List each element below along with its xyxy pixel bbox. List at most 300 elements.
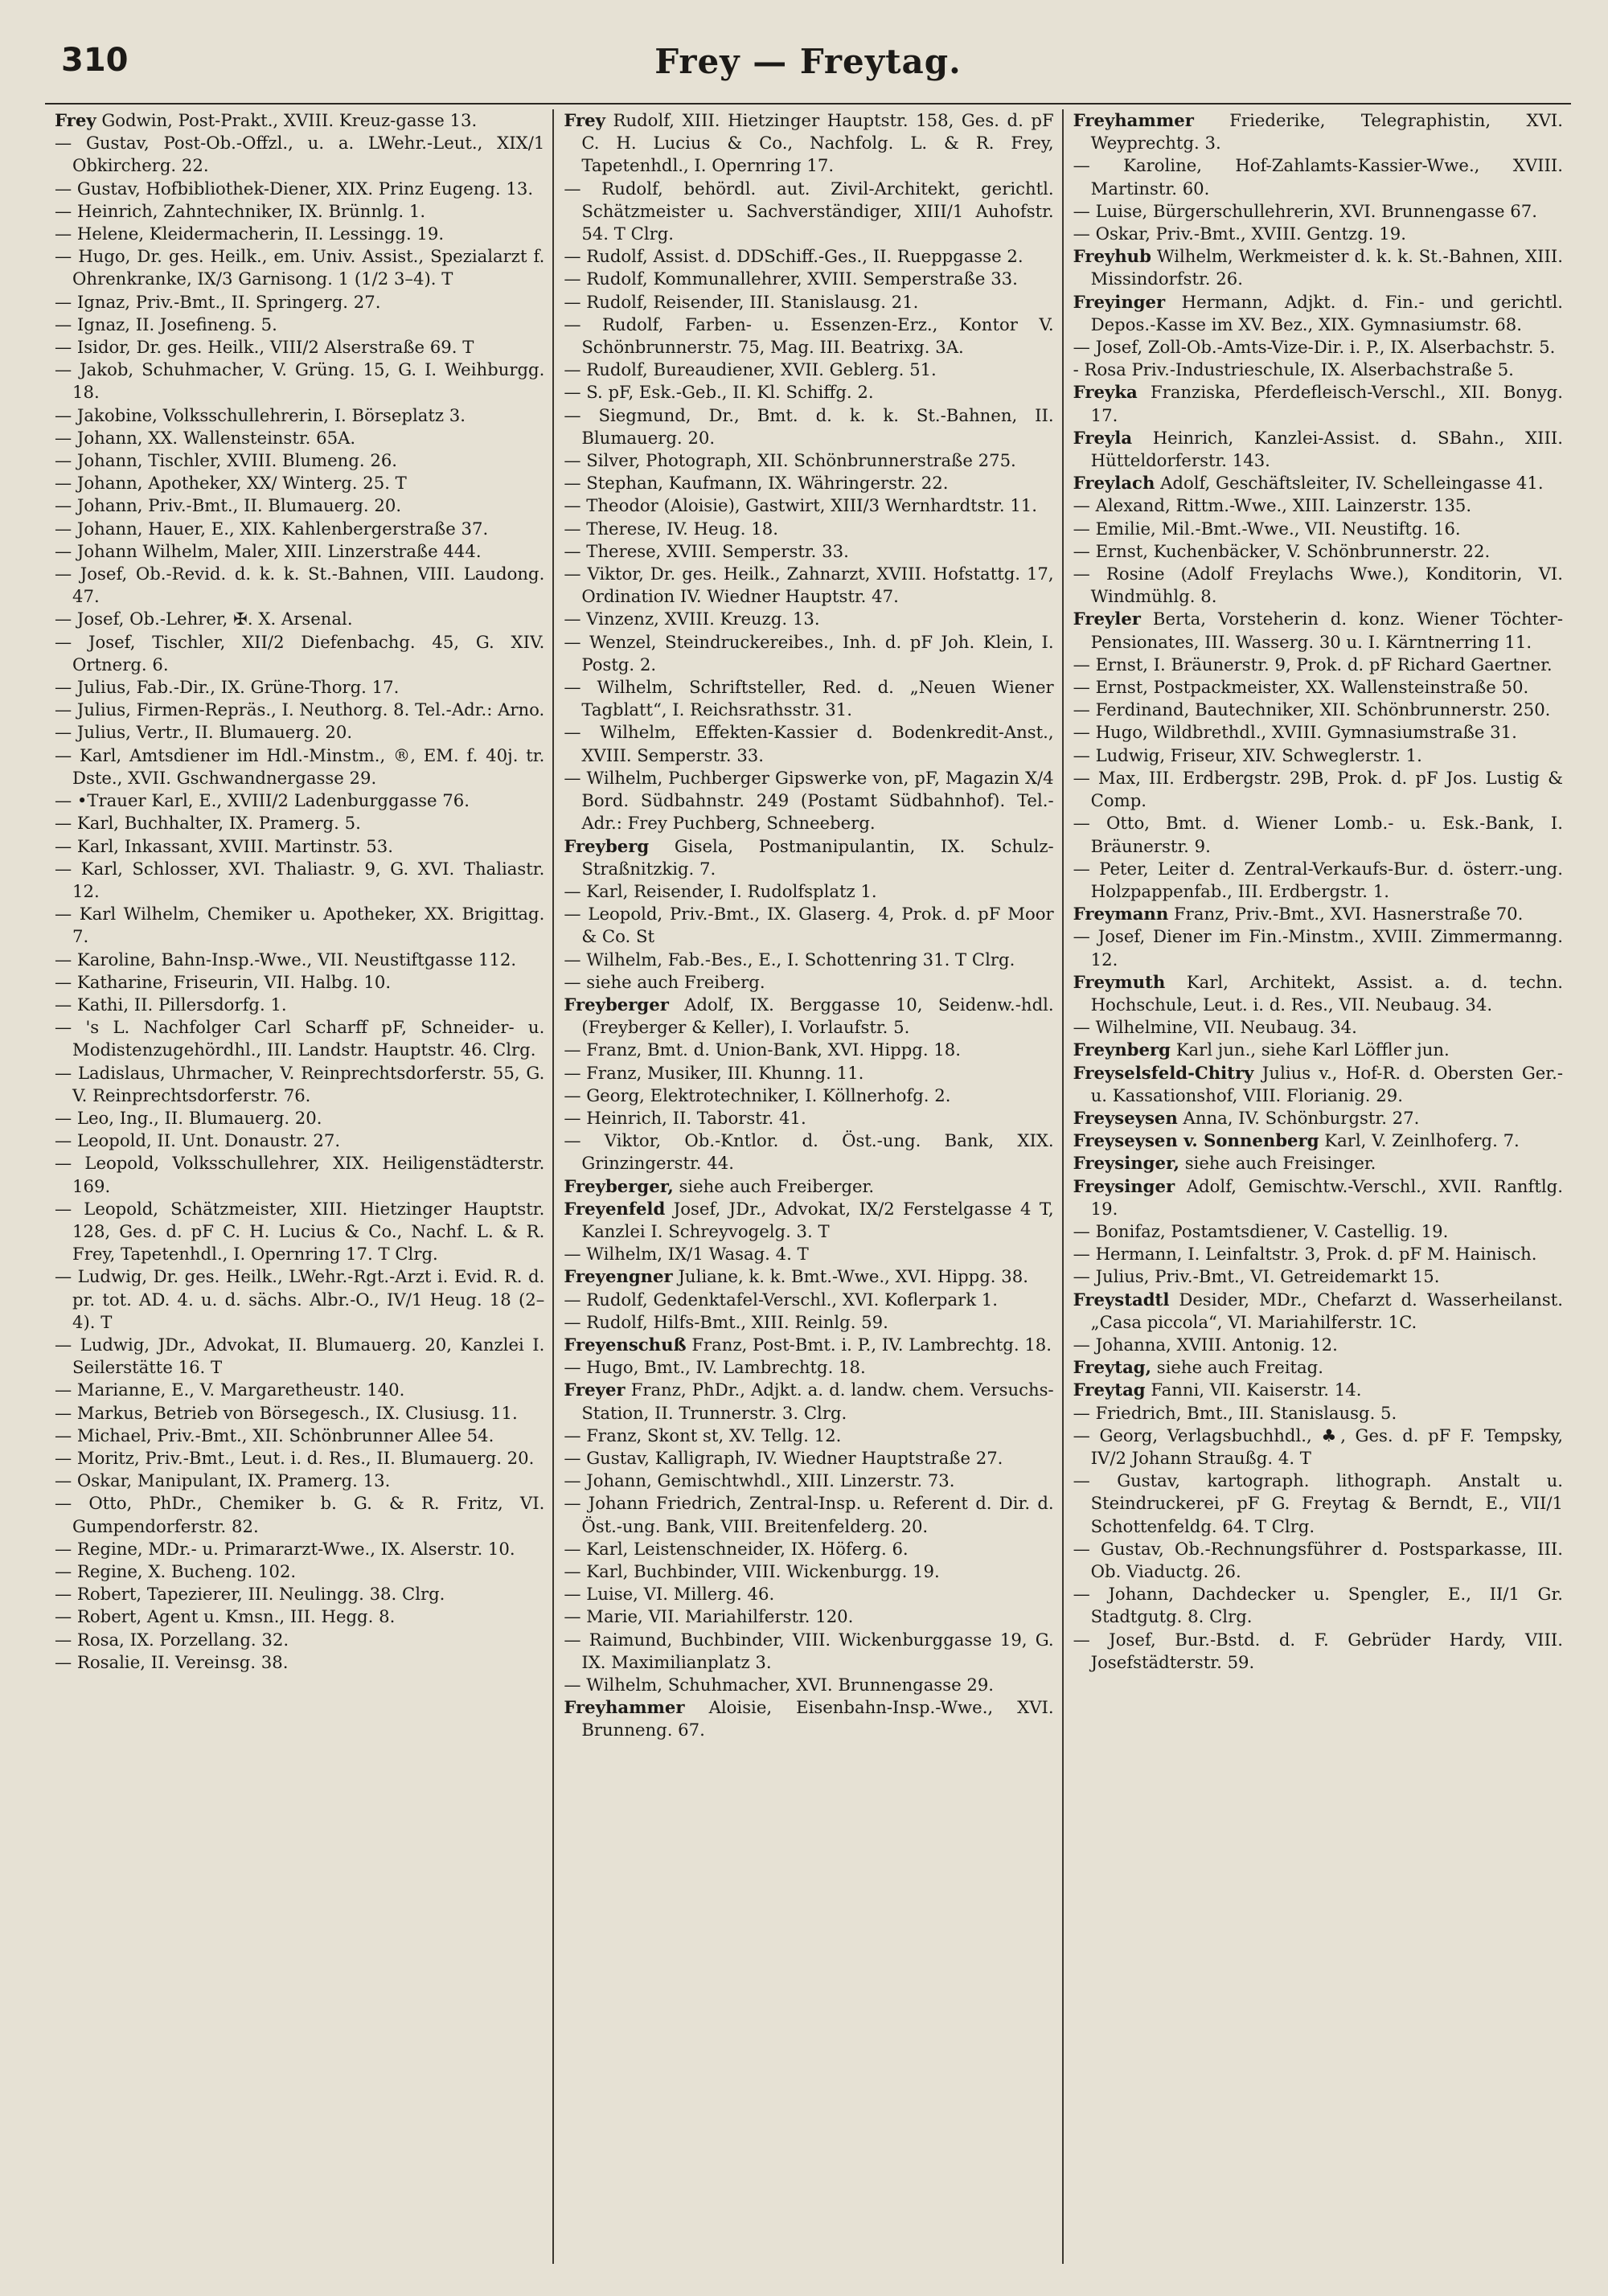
directory-entry bbox=[1073, 154, 1563, 199]
directory-entry bbox=[55, 109, 544, 132]
directory-entry bbox=[55, 1425, 544, 1447]
directory-entry bbox=[55, 178, 544, 200]
entry-text: Godwin, Post-Prakt., XVIII. Kreuz-gasse 13. bbox=[96, 110, 478, 130]
entry-text: — Johann, Dachdecker u. Spengler, E., II/1 Gr. Stadtgutg. 8. Clrg. bbox=[1073, 1584, 1563, 1627]
entry-text: — Raimund, Buchbinder, VIII. Wickenburggasse 19, G. IX. Maximilianplatz 3. bbox=[564, 1629, 1054, 1672]
directory-entry bbox=[564, 676, 1053, 721]
entry-text: Berta, Vorsteherin d. konz. Wiener Töchter-Pensionates, III. Wasserg. 30 u. I. Kärntnerring 11. bbox=[1090, 609, 1563, 652]
entry-text: — S. pF, Esk.-Geb., II. Kl. Schiffg. 2. bbox=[564, 382, 874, 403]
entry-text: — Ferdinand, Bautechniker, XII. Schönbrunnerstr. 250. bbox=[1073, 699, 1551, 720]
directory-entry bbox=[564, 1583, 1053, 1605]
entry-text: — Ernst, Postpackmeister, XX. Wallensteinstraße 50. bbox=[1073, 677, 1529, 698]
entry-text: — Siegmund, Dr., Bmt. d. k. k. St.-Bahnen, II. Blumauerg. 20. bbox=[564, 404, 1054, 448]
entry-text: — Leo, Ing., II. Blumauerg. 20. bbox=[55, 1107, 322, 1128]
directory-entry bbox=[564, 472, 1053, 494]
directory-entry bbox=[1073, 1107, 1563, 1130]
entry-text: — Peter, Leiter d. Zentral-Verkaufs-Bur. d. österr.-ung. Holzpappenfab., III. Erdbergstr. 1. bbox=[1073, 858, 1563, 901]
entry-text: — Gustav, Post-Ob.-Offzl., u. a. LWehr.-Leut., XIX/1 Obkircherg. 22. bbox=[55, 133, 545, 176]
directory-entry bbox=[1073, 1243, 1563, 1265]
entry-text: — Viktor, Dr. ges. Heilk., Zahnarzt, XVIII. Hofstattg. 17, Ordination IV. Wiedner Hauptstr. 47. bbox=[564, 564, 1054, 607]
directory-entry bbox=[55, 449, 544, 472]
directory-entry bbox=[1073, 472, 1563, 494]
directory-entry bbox=[1073, 200, 1563, 223]
directory-entry bbox=[1073, 903, 1563, 925]
column-1 bbox=[45, 109, 552, 2264]
page-header bbox=[45, 35, 1571, 105]
entry-text: — Gustav, Hofbibliothek-Diener, XIX. Prinz Eugeng. 13. bbox=[55, 178, 534, 199]
entry-surname: Freymann bbox=[1073, 904, 1169, 925]
entry-text: — Robert, Tapezierer, III. Neulingg. 38. Clrg. bbox=[55, 1584, 445, 1605]
directory-entry bbox=[55, 676, 544, 699]
directory-entry bbox=[1073, 971, 1563, 1016]
entry-text: Karl, V. Zeinlhoferg. 7. bbox=[1319, 1130, 1520, 1151]
entry-text: — Hugo, Bmt., IV. Lambrechtg. 18. bbox=[564, 1357, 866, 1378]
entry-text: — Otto, PhDr., Chemiker b. G. & R. Fritz, VI. Gumpendorferstr. 82. bbox=[55, 1493, 545, 1536]
entry-text: — Max, III. Erdbergstr. 29B, Prok. d. pF Jos. Lustig & Comp. bbox=[1073, 767, 1563, 811]
entry-text: — Rudolf, Farben- u. Essenzen-Erz., Kontor V. Schönbrunnerstr. 75, Mag. III. Beatrixg. 3A. bbox=[564, 314, 1054, 358]
directory-entry bbox=[55, 1560, 544, 1583]
entry-text: — Johann Friedrich, Zentral-Insp. u. Referent d. Dir. d. Öst.-ung. Bank, VIII. Breitenfelderg. 20. bbox=[564, 1493, 1054, 1536]
directory-entry bbox=[55, 472, 544, 494]
entry-text: Fanni, VII. Kaiserstr. 14. bbox=[1145, 1380, 1362, 1400]
entry-text: — Karoline, Hof-Zahlamts-Kassier-Wwe., XVIII. Martinstr. 60. bbox=[1073, 155, 1563, 199]
columns bbox=[45, 109, 1571, 2264]
entry-text: — Julius, Priv.-Bmt., VI. Getreidemarkt 15. bbox=[1073, 1266, 1440, 1287]
directory-entry bbox=[55, 1583, 544, 1605]
entry-text: — Ladislaus, Uhrmacher, V. Reinprechtsdorferstr. 55, G. V. Reinprechtsdorferstr. 76. bbox=[55, 1062, 545, 1105]
entry-text: — 's L. Nachfolger Carl Scharff pF, Schneider- u. Modistenzugehördhl., III. Landstr. Hauptstr. 46. Clrg. bbox=[55, 1017, 545, 1060]
directory-entry bbox=[1073, 676, 1563, 699]
entry-text: — Leopold, Schätzmeister, XIII. Hietzinger Hauptstr. 128, Ges. d. pF C. H. Lucius & Co., Nachf. L. & R. Frey, Tapetenhdl., I. Opernring 17. T Clrg. bbox=[55, 1198, 545, 1265]
directory-entry bbox=[55, 744, 544, 789]
entry-text: — Michael, Priv.-Bmt., XII. Schönbrunner Allee 54. bbox=[55, 1425, 494, 1445]
directory-entry bbox=[564, 631, 1053, 676]
entry-surname: Freyberger bbox=[564, 994, 669, 1015]
entry-text: — Julius, Firmen-Repräs., I. Neuthorg. 8. Tel.-Adr.: Arno. bbox=[55, 699, 545, 720]
directory-entry bbox=[55, 245, 544, 290]
entry-text: — Josef, Tischler, XII/2 Diefenbachg. 45, G. XIV. Ortnerg. 6. bbox=[55, 631, 545, 674]
directory-entry bbox=[55, 812, 544, 834]
entry-text: — Gustav, Ob.-Rechnungsführer d. Postsparkasse, III. Ob. Viaductg. 26. bbox=[1073, 1538, 1563, 1581]
entry-text: siehe auch Freiberger. bbox=[673, 1175, 875, 1196]
directory-entry bbox=[55, 971, 544, 994]
entry-text: — Heinrich, II. Taborstr. 41. bbox=[564, 1107, 806, 1128]
directory-entry bbox=[1073, 381, 1563, 426]
entry-text: — Luise, VI. Millerg. 46. bbox=[564, 1584, 775, 1605]
directory-entry bbox=[564, 449, 1053, 472]
directory-entry bbox=[564, 1696, 1053, 1741]
entry-text: — Leopold, II. Unt. Donaustr. 27. bbox=[55, 1130, 341, 1151]
entry-text: — Rudolf, Gedenktafel-Verschl., XVI. Koflerpark 1. bbox=[564, 1289, 999, 1310]
directory-entry bbox=[564, 1674, 1053, 1696]
entry-text: Franz, PhDr., Adjkt. a. d. landw. chem. Versuchs-Station, II. Trunnerstr. 3. Clrg. bbox=[581, 1380, 1054, 1423]
directory-entry bbox=[564, 1107, 1053, 1130]
entry-text: — Johann, Priv.-Bmt., II. Blumauerg. 20. bbox=[55, 495, 402, 516]
directory-entry bbox=[564, 1311, 1053, 1334]
entry-text: Friederike, Telegraphistin, XVI. Weyprechtg. 3. bbox=[1090, 110, 1563, 154]
entry-text: — Wenzel, Steindruckereibes., Inh. d. pF Joh. Klein, I. Postg. 2. bbox=[564, 631, 1054, 674]
entry-text: Adolf, IX. Berggasse 10, Seidenw.-hdl. (Freyberger & Keller), I. Vorlaufstr. 5. bbox=[581, 994, 1054, 1038]
directory-entry bbox=[1073, 291, 1563, 336]
entry-text: — Karl, Buchhalter, IX. Pramerg. 5. bbox=[55, 813, 361, 834]
entry-text: Hermann, Adjkt. d. Fin.- und gerichtl. Depos.-Kasse im XV. Bez., XIX. Gymnasiumstr. 68. bbox=[1090, 291, 1563, 334]
directory-entry bbox=[564, 1379, 1053, 1424]
entry-text: — Stephan, Kaufmann, IX. Währingerstr. 22. bbox=[564, 473, 949, 494]
column-2 bbox=[552, 109, 1061, 2264]
directory-entry bbox=[1073, 744, 1563, 767]
directory-entry bbox=[564, 1198, 1053, 1243]
entry-text: — Josef, Diener im Fin.-Minstm., XVIII. Zimmermanng. 12. bbox=[1073, 926, 1563, 970]
directory-entry bbox=[55, 699, 544, 721]
directory-entry bbox=[564, 268, 1053, 290]
directory-entry bbox=[1073, 812, 1563, 857]
entry-text: — siehe auch Freiberg. bbox=[564, 971, 765, 992]
entry-text: — Karl, Buchbinder, VIII. Wickenburgg. 19. bbox=[564, 1561, 940, 1581]
directory-entry bbox=[55, 1062, 544, 1107]
page-number: 310 bbox=[61, 42, 129, 79]
entry-text: Adolf, Geschäftsleiter, IV. Schelleingasse 41. bbox=[1155, 473, 1544, 494]
directory-entry bbox=[564, 971, 1053, 994]
entry-text: — Wilhelmine, VII. Neubaug. 34. bbox=[1073, 1017, 1357, 1038]
entry-text: — Karl, Schlosser, XVI. Thaliastr. 9, G. XVI. Thaliastr. 12. bbox=[55, 858, 545, 901]
entry-surname: Freytag bbox=[1073, 1380, 1146, 1400]
entry-text: — Jakob, Schuhmacher, V. Grüng. 15, G. I. Weihburgg. 18. bbox=[55, 359, 545, 403]
entry-text: — Johann, XX. Wallensteinstr. 65A. bbox=[55, 427, 356, 448]
entry-text: — Karoline, Bahn-Insp.-Wwe., VII. Neustiftgasse 112. bbox=[55, 949, 517, 970]
directory-entry bbox=[55, 1198, 544, 1266]
entry-surname: Freyhub bbox=[1073, 246, 1151, 267]
directory-entry bbox=[564, 1470, 1053, 1492]
directory-entry bbox=[564, 109, 1053, 178]
directory-entry bbox=[1073, 1289, 1563, 1334]
directory-entry bbox=[55, 518, 544, 540]
directory-entry bbox=[55, 314, 544, 336]
entry-surname: Freyseysen v. Sonnenberg bbox=[1073, 1130, 1319, 1151]
entry-text: Franziska, Pferdefleisch-Verschl., XII. Bonyg. 17. bbox=[1090, 382, 1563, 425]
directory-entry bbox=[564, 1062, 1053, 1084]
directory-entry bbox=[1073, 109, 1563, 154]
entry-text: — Karl Wilhelm, Chemiker u. Apotheker, XX. Brigittag. 7. bbox=[55, 904, 545, 947]
entry-text: Karl, Architekt, Assist. a. d. techn. Hochschule, Leut. i. d. Res., VII. Neubaug. 34. bbox=[1090, 971, 1563, 1015]
entry-text: — Therese, IV. Heug. 18. bbox=[564, 518, 778, 539]
directory-entry bbox=[564, 1425, 1053, 1447]
entry-text: — Josef, Bur.-Bstd. d. F. Gebrüder Hardy, VIII. Josefstädterstr. 59. bbox=[1073, 1629, 1563, 1672]
entry-surname: Freyla bbox=[1073, 427, 1133, 448]
directory-entry bbox=[564, 1356, 1053, 1379]
directory-entry bbox=[1073, 1016, 1563, 1039]
entry-surname: Freyler bbox=[1073, 609, 1141, 629]
entry-text: — Kathi, II. Pillersdorfg. 1. bbox=[55, 994, 287, 1015]
entry-text: — Regine, X. Bucheng. 102. bbox=[55, 1561, 297, 1581]
entry-text: — Gustav, Kalligraph, IV. Wiedner Hauptstraße 27. bbox=[564, 1447, 1003, 1468]
directory-entry bbox=[55, 1538, 544, 1560]
entry-text: — Katharine, Friseurin, VII. Halbg. 10. bbox=[55, 971, 392, 992]
entry-text: — Therese, XVIII. Semperstr. 33. bbox=[564, 540, 849, 561]
entry-text: Adolf, Gemischtw.-Verschl., XVII. Ranftlg. 19. bbox=[1090, 1175, 1563, 1219]
directory-entry bbox=[1073, 925, 1563, 970]
entry-text: — Ignaz, II. Josefineng. 5. bbox=[55, 314, 277, 334]
entry-text: — Rosalie, II. Vereinsg. 38. bbox=[55, 1651, 289, 1672]
directory-entry bbox=[55, 835, 544, 858]
entry-surname: Freyhammer bbox=[1073, 110, 1194, 130]
entry-text: Karl jun., siehe Karl Löffler jun. bbox=[1170, 1039, 1450, 1060]
directory-entry bbox=[55, 1629, 544, 1651]
entry-text: Franz, Priv.-Bmt., XVI. Hasnerstraße 70. bbox=[1168, 904, 1524, 925]
directory-entry bbox=[1073, 1062, 1563, 1107]
directory-entry bbox=[564, 178, 1053, 246]
entry-text: — Wilhelm, Schriftsteller, Red. d. „Neuen Wiener Tagblatt“, I. Reichsrathsstr. 31. bbox=[564, 677, 1054, 720]
running-head: Frey — Freytag. bbox=[654, 42, 962, 81]
directory-entry bbox=[55, 132, 544, 177]
entry-text: — Alexand, Rittm.-Wwe., XIII. Lainzerstr. 135. bbox=[1073, 495, 1472, 516]
entry-text: — Johann Wilhelm, Maler, XIII. Linzerstraße 444. bbox=[55, 540, 482, 561]
directory-entry bbox=[1073, 858, 1563, 903]
directory-entry bbox=[1073, 699, 1563, 721]
directory-entry bbox=[55, 903, 544, 948]
directory-entry bbox=[564, 1334, 1053, 1356]
entry-surname: Freyenfeld bbox=[564, 1198, 666, 1219]
directory-entry bbox=[55, 1016, 544, 1061]
directory-entry bbox=[564, 1447, 1053, 1470]
entry-text: — Hugo, Dr. ges. Heilk., em. Univ. Assist., Spezialarzt f. Ohrenkranke, IX/3 Garnisong. 1 (1/2 3–4). T bbox=[55, 246, 545, 289]
entry-text: — Marianne, E., V. Margaretheustr. 140. bbox=[55, 1380, 405, 1400]
directory-entry bbox=[55, 1447, 544, 1470]
entry-text: — Franz, Musiker, III. Khunng. 11. bbox=[564, 1062, 864, 1083]
directory-entry bbox=[1073, 1130, 1563, 1152]
directory-entry bbox=[1073, 518, 1563, 540]
entry-text: — Gustav, kartograph. lithograph. Anstalt u. Steindruckerei, pF G. Freytag & Berndt, E., VII/1 Schottenfeldg. 64. T Clrg. bbox=[1073, 1470, 1563, 1536]
entry-text: — Karl, Inkassant, XVIII. Martinstr. 53. bbox=[55, 835, 393, 856]
directory-entry bbox=[564, 835, 1053, 880]
entry-text: — Vinzenz, XVIII. Kreuzg. 13. bbox=[564, 609, 820, 629]
entry-text: — Theodor (Aloisie), Gastwirt, XIII/3 Wernhardtstr. 11. bbox=[564, 495, 1038, 516]
directory-entry bbox=[55, 540, 544, 563]
entry-text: — Rudolf, Bureaudiener, XVII. Geblerg. 51. bbox=[564, 359, 937, 380]
directory-entry bbox=[564, 1492, 1053, 1537]
entry-text: — Rudolf, Assist. d. DDSchiff.-Ges., II. Rueppgasse 2. bbox=[564, 246, 1023, 267]
entry-text: — Oskar, Manipulant, IX. Pramerg. 13. bbox=[55, 1470, 391, 1491]
entry-text: — Leopold, Priv.-Bmt., IX. Glaserg. 4, Prok. d. pF Moor & Co. St bbox=[564, 904, 1054, 947]
entry-text: — Regine, MDr.- u. Primararzt-Wwe., IX. Alserstr. 10. bbox=[55, 1538, 515, 1559]
entry-text: — Leopold, Volksschullehrer, XIX. Heiligenstädterstr. 169. bbox=[55, 1153, 545, 1196]
directory-entry bbox=[564, 1538, 1053, 1560]
directory-entry bbox=[564, 1629, 1053, 1674]
entry-text: Heinrich, Kanzlei-Assist. d. SBahn., XIII. Hütteldorferstr. 143. bbox=[1090, 427, 1563, 471]
entry-text: — Oskar, Priv.-Bmt., XVIII. Gentzg. 19. bbox=[1073, 223, 1406, 244]
entry-text: — Markus, Betrieb von Börsegesch., IX. Clusiusg. 11. bbox=[55, 1402, 518, 1423]
entry-text: — Ludwig, JDr., Advokat, II. Blumauerg. 20, Kanzlei I. Seilerstätte 16. T bbox=[55, 1334, 545, 1378]
entry-surname: Freyseysen bbox=[1073, 1107, 1178, 1128]
entry-text: — Wilhelm, Puchberger Gipswerke von, pF, Magazin X/4 Bord. Südbahnstr. 249 (Postamt Südbahnhof). Tel.-Adr.: Frey Puchberg, Schneeberg. bbox=[564, 767, 1054, 834]
entry-text: — Johann, Gemischtwhdl., XIII. Linzerstr. 73. bbox=[564, 1470, 955, 1491]
directory-entry bbox=[55, 291, 544, 314]
entry-text: — Ernst, I. Bräunerstr. 9, Prok. d. pF Richard Gaertner. bbox=[1073, 654, 1553, 674]
entry-surname: Frey bbox=[55, 110, 96, 130]
entry-text: — Ludwig, Friseur, XIV. Schweglerstr. 1. bbox=[1073, 744, 1422, 765]
entry-text: Juliane, k. k. Bmt.-Wwe., XVI. Hippg. 38. bbox=[672, 1266, 1028, 1287]
directory-entry bbox=[55, 1107, 544, 1130]
directory-entry bbox=[55, 1402, 544, 1425]
directory-entry bbox=[564, 994, 1053, 1039]
directory-entry bbox=[55, 858, 544, 903]
directory-entry bbox=[564, 608, 1053, 630]
entry-text: — Silver, Photograph, XII. Schönbrunnerstraße 275. bbox=[564, 450, 1016, 471]
entry-text: Josef, JDr., Advokat, IX/2 Ferstelgasse 4 T, Kanzlei I. Schreyvogelg. 3. T bbox=[581, 1198, 1054, 1241]
entry-text: — Luise, Bürgerschullehrerin, XVI. Brunnengasse 67. bbox=[1073, 200, 1537, 221]
directory-entry bbox=[1073, 654, 1563, 676]
directory-entry bbox=[564, 1175, 1053, 1198]
directory-entry bbox=[1073, 1538, 1563, 1583]
directory-entry bbox=[1073, 1334, 1563, 1356]
entry-text: — Robert, Agent u. Kmsn., III. Hegg. 8. bbox=[55, 1606, 396, 1627]
directory-entry bbox=[564, 381, 1053, 404]
entry-text: - Rosa Priv.-Industrieschule, IX. Alserbachstraße 5. bbox=[1073, 359, 1514, 380]
directory-entry bbox=[1073, 336, 1563, 359]
column-3 bbox=[1062, 109, 1571, 2264]
entry-surname: Freysinger, bbox=[1073, 1153, 1179, 1174]
directory-entry bbox=[564, 314, 1053, 359]
entry-text: Wilhelm, Werkmeister d. k. k. St.-Bahnen, XIII. Missindorfstr. 26. bbox=[1090, 246, 1563, 289]
entry-text: — Josef, Ob.-Revid. d. k. k. St.-Bahnen, VIII. Laudong. 47. bbox=[55, 564, 545, 607]
entry-text: — Rosa, IX. Porzellang. 32. bbox=[55, 1629, 289, 1650]
directory-entry bbox=[564, 291, 1053, 314]
entry-text: Desider, MDr., Chefarzt d. Wasserheilanst. „Casa piccola“, VI. Mariahilferstr. 1C. bbox=[1090, 1289, 1563, 1332]
entry-text: Anna, IV. Schönburgstr. 27. bbox=[1177, 1107, 1420, 1128]
entry-text: — Johann, Tischler, XVIII. Blumeng. 26. bbox=[55, 450, 398, 471]
entry-surname: Freymuth bbox=[1073, 971, 1166, 992]
entry-text: Gisela, Postmanipulantin, IX. Schulz-Straßnitzkig. 7. bbox=[581, 835, 1054, 879]
entry-surname: Freyselsfeld-Chitry bbox=[1073, 1062, 1254, 1083]
directory-entry bbox=[1073, 1356, 1563, 1379]
directory-entry bbox=[1073, 1265, 1563, 1288]
entry-text: — Julius, Vertr., II. Blumauerg. 20. bbox=[55, 722, 353, 743]
directory-entry bbox=[1073, 1629, 1563, 1674]
directory-entry bbox=[55, 1651, 544, 1674]
entry-surname: Freytag, bbox=[1073, 1357, 1151, 1378]
entry-text: Franz, Post-Bmt. i. P., IV. Lambrechtg. 18. bbox=[686, 1334, 1052, 1355]
directory-entry bbox=[1073, 721, 1563, 744]
directory-entry bbox=[564, 518, 1053, 540]
directory-entry bbox=[1073, 1583, 1563, 1628]
directory-entry bbox=[55, 994, 544, 1016]
entry-text: — Jakobine, Volksschullehrerin, I. Börseplatz 3. bbox=[55, 404, 466, 425]
entry-surname: Freyengner bbox=[564, 1266, 673, 1287]
entry-text: — Rudolf, Reisender, III. Stanislausg. 21. bbox=[564, 291, 919, 312]
directory-entry bbox=[55, 1492, 544, 1537]
directory-entry bbox=[564, 1265, 1053, 1288]
directory-entry bbox=[55, 494, 544, 517]
entry-surname: Freynberg bbox=[1073, 1039, 1171, 1060]
directory-entry bbox=[55, 789, 544, 812]
directory-entry bbox=[564, 949, 1053, 971]
entry-surname: Freyinger bbox=[1073, 291, 1166, 312]
directory-entry bbox=[1073, 1152, 1563, 1175]
directory-entry bbox=[564, 721, 1053, 766]
directory-entry bbox=[564, 1243, 1053, 1265]
directory-entry bbox=[564, 404, 1053, 449]
directory-entry bbox=[55, 1470, 544, 1492]
entry-surname: Freyer bbox=[564, 1380, 626, 1400]
directory-entry bbox=[564, 1289, 1053, 1311]
entry-text: — Rudolf, Kommunallehrer, XVIII. Semperstraße 33. bbox=[564, 269, 1018, 289]
directory-entry bbox=[564, 245, 1053, 268]
entry-surname: Freyberg bbox=[564, 835, 650, 856]
entry-text: — Viktor, Ob.-Kntlor. d. Öst.-ung. Bank, XIX. Grinzingerstr. 44. bbox=[564, 1130, 1054, 1174]
entry-text: — Hugo, Wildbrethdl., XVIII. Gymnasiumstraße 31. bbox=[1073, 722, 1517, 743]
entry-text: — Ignaz, Priv.-Bmt., II. Springerg. 27. bbox=[55, 291, 381, 312]
entry-text: — Ludwig, Dr. ges. Heilk., LWehr.-Rgt.-Arzt i. Evid. R. d. pr. tot. AD. 4. u. d. sächs. Albr.-O., IV/1 Heug. 18 (2–4). T bbox=[55, 1266, 545, 1332]
directory-entry bbox=[1073, 1039, 1563, 1061]
directory-entry bbox=[1073, 540, 1563, 563]
directory-entry bbox=[1073, 494, 1563, 517]
directory-entry bbox=[55, 427, 544, 449]
entry-text: — Georg, Elektrotechniker, I. Köllnerhofg. 2. bbox=[564, 1084, 951, 1105]
directory-entry bbox=[564, 767, 1053, 835]
entry-text: — Johann, Apotheker, XX/ Winterg. 25. T bbox=[55, 473, 407, 494]
directory-entry bbox=[564, 1560, 1053, 1583]
directory-entry bbox=[564, 1130, 1053, 1175]
entry-text: — Emilie, Mil.-Bmt.-Wwe., VII. Neustiftg. 16. bbox=[1073, 518, 1461, 539]
directory-entry bbox=[55, 721, 544, 744]
directory-entry bbox=[1073, 1425, 1563, 1470]
directory-entry bbox=[55, 1334, 544, 1379]
directory-entry bbox=[1073, 1175, 1563, 1220]
entry-text: — Wilhelm, Schuhmacher, XVI. Brunnengasse 29. bbox=[564, 1675, 995, 1695]
entry-text: siehe auch Freisinger. bbox=[1179, 1153, 1376, 1174]
entry-text: Aloisie, Eisenbahn-Insp.-Wwe., XVI. Brunneng. 67. bbox=[581, 1697, 1054, 1740]
entry-text: — Johanna, XVIII. Antonig. 12. bbox=[1073, 1334, 1338, 1355]
directory-entry bbox=[1073, 1402, 1563, 1425]
entry-text: siehe auch Freitag. bbox=[1151, 1357, 1323, 1378]
entry-text: — Otto, Bmt. d. Wiener Lomb.- u. Esk.-Bank, I. Bräunerstr. 9. bbox=[1073, 813, 1563, 856]
directory-entry bbox=[1073, 563, 1563, 608]
entry-text: — Rosine (Adolf Freylachs Wwe.), Konditorin, VI. Windmühlg. 8. bbox=[1073, 564, 1563, 607]
entry-surname: Freyenschuß bbox=[564, 1334, 687, 1355]
directory-entry bbox=[55, 1605, 544, 1628]
entry-text: — Karl, Leistenschneider, IX. Höferg. 6. bbox=[564, 1538, 909, 1559]
entry-text: — Josef, Zoll-Ob.-Amts-Vize-Dir. i. P., IX. Alserbachstr. 5. bbox=[1073, 337, 1556, 358]
entry-text: — Marie, VII. Mariahilferstr. 120. bbox=[564, 1606, 854, 1627]
entry-text: — Josef, Ob.-Lehrer, ✠. X. Arsenal. bbox=[55, 609, 353, 629]
entry-text: — Franz, Skont st, XV. Tellg. 12. bbox=[564, 1425, 842, 1445]
directory-entry bbox=[564, 1039, 1053, 1061]
directory-entry bbox=[55, 336, 544, 359]
directory-entry bbox=[55, 200, 544, 223]
directory-entry bbox=[564, 903, 1053, 948]
directory-entry bbox=[1073, 223, 1563, 245]
directory-entry bbox=[564, 563, 1053, 608]
entry-text: — Bonifaz, Postamtsdiener, V. Castellig. 19. bbox=[1073, 1220, 1449, 1241]
entry-text: — Franz, Bmt. d. Union-Bank, XVI. Hippg. 18. bbox=[564, 1039, 961, 1060]
directory-entry bbox=[55, 223, 544, 245]
entry-text: — Georg, Verlagsbuchhdl., ♣, Ges. d. pF F. Tempsky, IV/2 Johann Straußg. 4. T bbox=[1073, 1425, 1563, 1468]
entry-text: — Karl, Amtsdiener im Hdl.-Minstm., ®, EM. f. 40j. tr. Dste., XVII. Gschwandnergasse 29. bbox=[55, 744, 545, 788]
entry-surname: Freyka bbox=[1073, 382, 1138, 403]
entry-surname: Freystadtl bbox=[1073, 1289, 1170, 1310]
directory-entry bbox=[1073, 359, 1563, 381]
directory-entry bbox=[1073, 608, 1563, 653]
entry-surname: Freysinger bbox=[1073, 1175, 1175, 1196]
directory-entry bbox=[564, 540, 1053, 563]
directory-entry bbox=[55, 1265, 544, 1334]
entry-text: — Friedrich, Bmt., III. Stanislausg. 5. bbox=[1073, 1402, 1397, 1423]
entry-text: — Wilhelm, Effekten-Kassier d. Bodenkredit-Anst., XVIII. Semperstr. 33. bbox=[564, 722, 1054, 765]
entry-surname: Freylach bbox=[1073, 473, 1155, 494]
entry-text: — Wilhelm, Fab.-Bes., E., I. Schottenring 31. T Clrg. bbox=[564, 949, 1015, 970]
directory-entry bbox=[55, 1152, 544, 1197]
entry-surname: Freyhammer bbox=[564, 1697, 685, 1718]
entry-text: — Hermann, I. Leinfaltstr. 3, Prok. d. pF M. Hainisch. bbox=[1073, 1244, 1537, 1265]
